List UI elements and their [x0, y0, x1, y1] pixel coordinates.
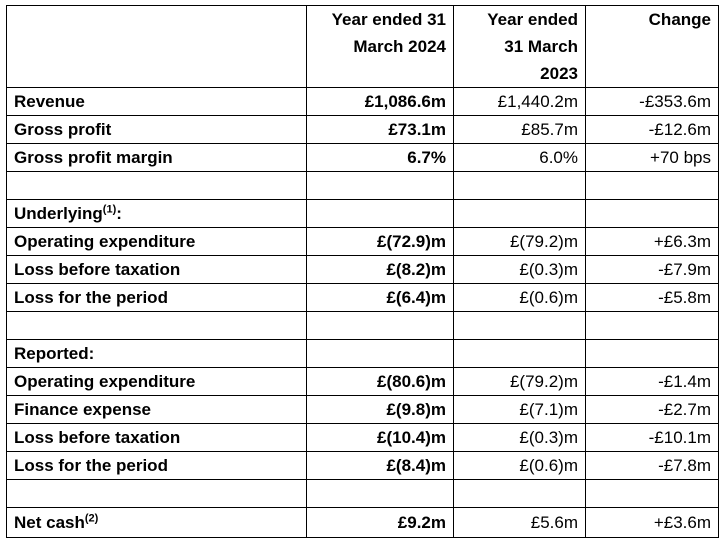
- spacer-cell: [454, 172, 586, 200]
- header-prior-line1: Year ended: [487, 10, 578, 29]
- prior-value: £(7.1)m: [454, 396, 586, 424]
- current-value: £(72.9)m: [307, 228, 454, 256]
- current-value: £(8.2)m: [307, 256, 454, 284]
- row-label: Gross profit: [7, 116, 307, 144]
- prior-value: £(0.6)m: [454, 284, 586, 312]
- footnote-ref: (2): [84, 511, 99, 524]
- table-row-underlying-heading: [7, 200, 719, 228]
- empty-cell: [307, 200, 454, 228]
- change-value: -£12.6m: [586, 116, 719, 144]
- section-heading-reported: Reported:: [7, 340, 307, 368]
- financial-summary-table: [6, 5, 719, 538]
- row-label: Loss for the period: [7, 284, 307, 312]
- prior-value: £5.6m: [454, 508, 586, 538]
- table-row-net-cash: [7, 508, 719, 538]
- header-prior-year: [454, 6, 586, 88]
- change-value: +70 bps: [586, 144, 719, 172]
- change-value: -£2.7m: [586, 396, 719, 424]
- spacer-cell: [454, 312, 586, 340]
- prior-value: £(79.2)m: [454, 228, 586, 256]
- table-row-spacer: [7, 172, 719, 200]
- header-current-line2: March 2024: [353, 37, 446, 56]
- header-change: [586, 6, 719, 88]
- section-heading-text: Underlying: [14, 203, 103, 223]
- change-value: +£6.3m: [586, 228, 719, 256]
- row-label: Gross profit margin: [7, 144, 307, 172]
- prior-value: £(0.3)m: [454, 424, 586, 452]
- current-value: £(9.8)m: [307, 396, 454, 424]
- table-row-gross-profit: [7, 116, 719, 144]
- table-row-spacer: [7, 312, 719, 340]
- table-row-reported-opex: [7, 368, 719, 396]
- prior-value: 6.0%: [454, 144, 586, 172]
- prior-value: £(0.6)m: [454, 452, 586, 480]
- table-row-underlying-opex: [7, 228, 719, 256]
- empty-cell: [586, 340, 719, 368]
- heading-suffix: :: [116, 203, 122, 223]
- prior-value: £(0.3)m: [454, 256, 586, 284]
- current-value: £(6.4)m: [307, 284, 454, 312]
- row-label: Loss before taxation: [7, 256, 307, 284]
- current-value: 6.7%: [307, 144, 454, 172]
- empty-cell: [454, 340, 586, 368]
- current-value: £9.2m: [307, 508, 454, 538]
- table-row-spacer: [7, 480, 719, 508]
- table-row-reported-finance-expense: [7, 396, 719, 424]
- change-value: -£5.8m: [586, 284, 719, 312]
- row-label: Operating expenditure: [7, 368, 307, 396]
- change-value: -£1.4m: [586, 368, 719, 396]
- table-row-gross-margin: [7, 144, 719, 172]
- table-row-revenue: [7, 88, 719, 116]
- spacer-cell: [7, 480, 307, 508]
- row-label: Operating expenditure: [7, 228, 307, 256]
- change-value: -£7.8m: [586, 452, 719, 480]
- row-label: Revenue: [7, 88, 307, 116]
- current-value: £73.1m: [307, 116, 454, 144]
- spacer-cell: [454, 480, 586, 508]
- empty-cell: [307, 340, 454, 368]
- prior-value: £85.7m: [454, 116, 586, 144]
- table-row-reported-loss-before-tax: [7, 424, 719, 452]
- header-change-label: Change: [648, 10, 711, 29]
- spacer-cell: [7, 172, 307, 200]
- table-row-reported-heading: [7, 340, 719, 368]
- current-value: £(10.4)m: [307, 424, 454, 452]
- row-label: Loss for the period: [7, 452, 307, 480]
- spacer-cell: [307, 480, 454, 508]
- row-label: Finance expense: [7, 396, 307, 424]
- spacer-cell: [7, 312, 307, 340]
- section-heading-underlying: [7, 200, 307, 228]
- change-value: -£353.6m: [586, 88, 719, 116]
- empty-cell: [454, 200, 586, 228]
- spacer-cell: [307, 172, 454, 200]
- table-row-underlying-loss-before-tax: [7, 256, 719, 284]
- change-value: +£3.6m: [586, 508, 719, 538]
- current-value: £1,086.6m: [307, 88, 454, 116]
- current-value: £(80.6)m: [307, 368, 454, 396]
- row-label: Loss before taxation: [7, 424, 307, 452]
- header-row: [7, 6, 719, 88]
- spacer-cell: [307, 312, 454, 340]
- header-current-line1: Year ended 31: [331, 10, 446, 29]
- header-prior-line3: 2023: [540, 64, 578, 83]
- change-value: -£10.1m: [586, 424, 719, 452]
- table-row-underlying-loss-period: [7, 284, 719, 312]
- change-value: -£7.9m: [586, 256, 719, 284]
- header-label-cell: [7, 6, 307, 88]
- current-value: £(8.4)m: [307, 452, 454, 480]
- table-row-reported-loss-period: [7, 452, 719, 480]
- empty-cell: [586, 200, 719, 228]
- row-label-text: Net cash: [14, 512, 85, 532]
- spacer-cell: [586, 172, 719, 200]
- footnote-ref: (1): [102, 202, 117, 215]
- row-label-net-cash: [7, 508, 307, 538]
- spacer-cell: [586, 480, 719, 508]
- header-prior-line2: 31 March: [504, 37, 578, 56]
- prior-value: £1,440.2m: [454, 88, 586, 116]
- header-current-year: [307, 6, 454, 88]
- spacer-cell: [586, 312, 719, 340]
- prior-value: £(79.2)m: [454, 368, 586, 396]
